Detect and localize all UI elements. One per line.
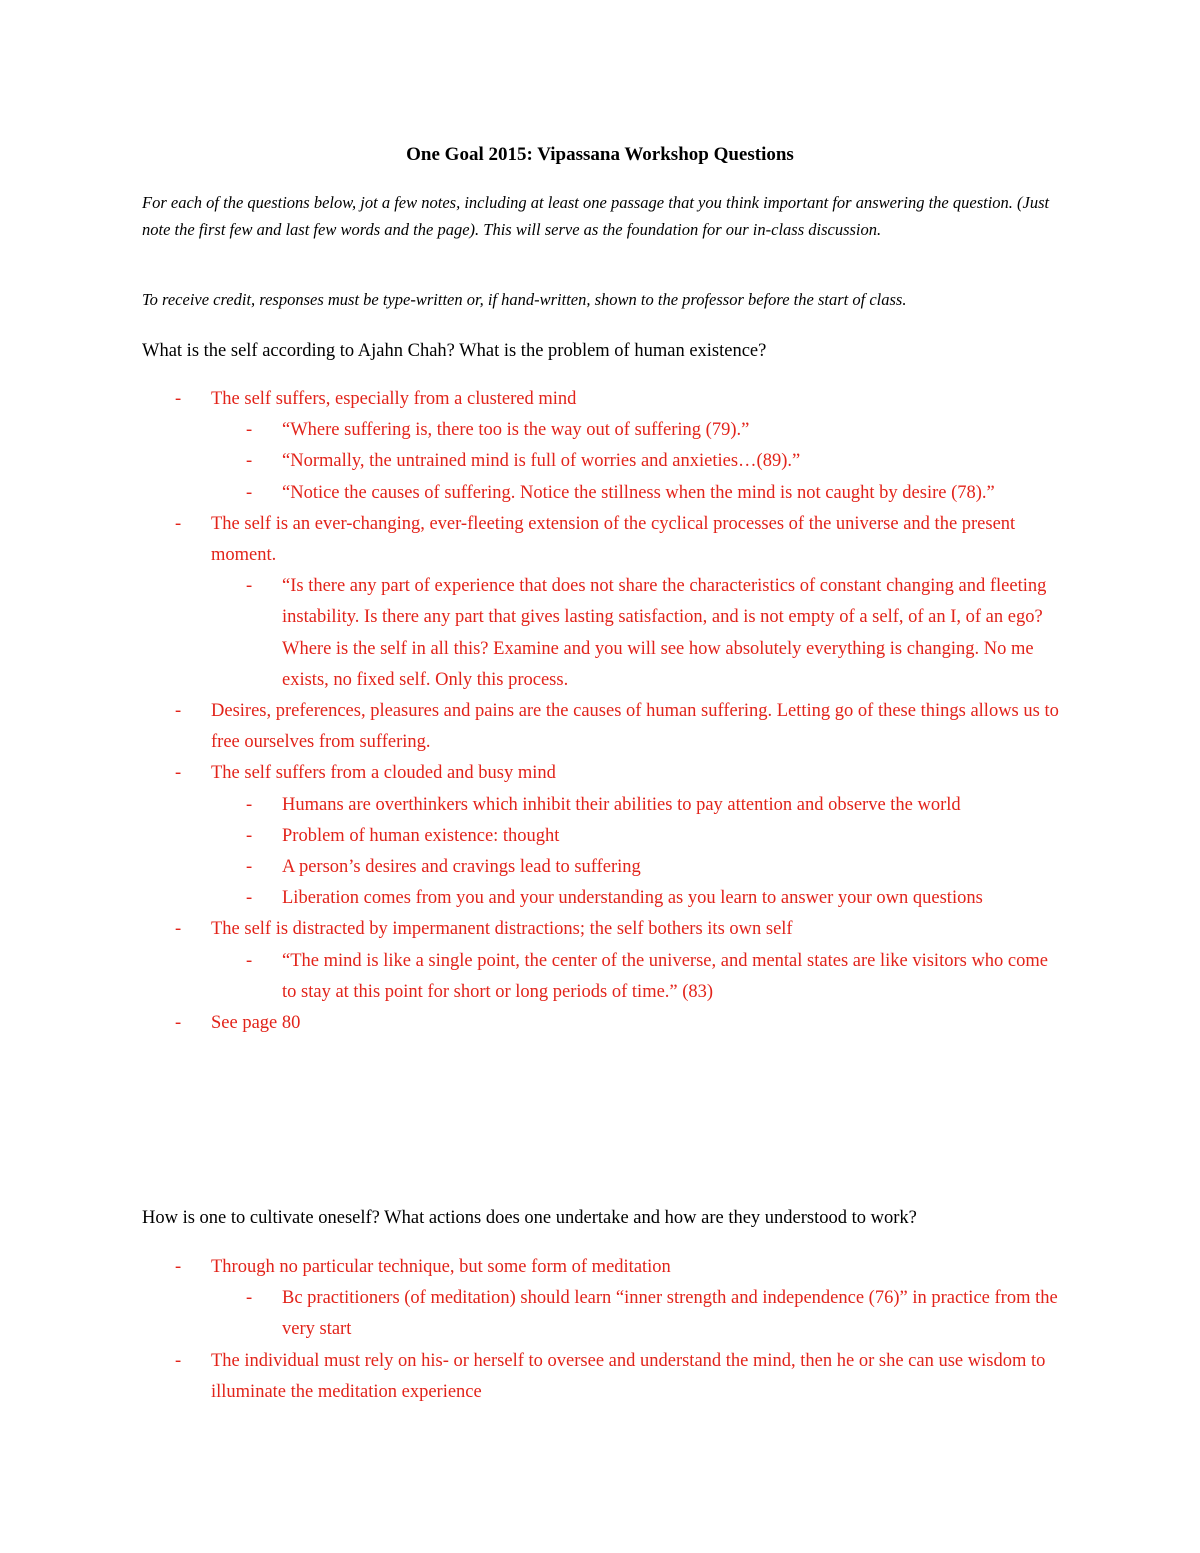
sub-bullet-item [0, 478, 1062, 509]
answer-list-1 [0, 384, 1200, 1039]
bullet-item [0, 1252, 1061, 1283]
bullet-text: Humans are overthinkers which inhibit their abilities to pay attention and observe the world [282, 794, 961, 815]
bullet-text: The self suffers from a clouded and busy mind [211, 763, 556, 784]
bullet-dash: - [246, 451, 253, 472]
bullet-dash: - [246, 857, 253, 878]
bullet-dash: - [175, 1013, 182, 1034]
bullet-text: Desires, preferences, pleasures and pains are the causes of human suffering. Letting go of these things allows us to free ourselves from suffering. [211, 701, 1059, 753]
instructions-paragraph: For each of the questions below, jot a few notes, including at least one passage that you think important for answering the question. (Just note the first few and last few words and the page). This will serve as the foundation for our in-class discussion. [142, 193, 1050, 239]
bullet-dash: - [175, 1350, 182, 1371]
bullet-text: A person’s desires and cravings lead to suffering [282, 857, 641, 878]
bullet-dash: - [175, 513, 182, 534]
bullet-item [0, 696, 1061, 758]
bullet-text: The self is an ever-changing, ever-fleeting extension of the cyclical processes of the universe and the present moment. [211, 513, 1016, 566]
bullet-dash: - [246, 420, 253, 441]
bullet-item [0, 1346, 1061, 1408]
bullet-dash: - [246, 576, 253, 597]
sub-bullet-item [0, 571, 1062, 696]
bullet-text: “The mind is like a single point, the center of the universe, and mental states are like visitors who come to stay at this point for short or long periods of time.” (83) [282, 950, 1048, 1002]
bullet-item [0, 914, 1061, 945]
bullet-text: The individual must rely on his- or herself to oversee and understand the mind, then he or she can use wisdom to illuminate the meditation experience [211, 1350, 1046, 1402]
bullet-dash: - [175, 389, 182, 409]
bullet-item [0, 384, 1061, 415]
question-1: What is the self according to Ajahn Chah? What is the problem of human existence? [142, 341, 767, 361]
bullet-text: The self is distracted by impermanent distractions; the self bothers its own self [211, 919, 793, 940]
bullet-dash: - [246, 794, 253, 815]
bullet-dash: - [175, 701, 182, 722]
bullet-text: “Is there any part of experience that does not share the characteristics of constant changing and fleeting instability. Is there any part that gives lasting satisfaction, and is not empty of a self, of an I, of an ego? Where is the self in all this? Examine and you will see how absolutely everything is changing. No me exists, no fixed self. Only this process. [282, 576, 1047, 690]
sub-bullet-item [0, 946, 1062, 1008]
credit-note: To receive credit, responses must be type-written or, if hand-written, shown to the professor before the start of class. [142, 290, 907, 309]
bullet-text: “Where suffering is, there too is the way out of suffering (79).” [282, 420, 750, 441]
sub-bullet-item [0, 446, 1062, 477]
bullet-dash: - [246, 825, 253, 846]
bullet-text: “Normally, the untrained mind is full of worries and anxieties…(89).” [282, 451, 801, 472]
sub-bullet-item [0, 883, 1062, 914]
bullet-dash: - [175, 1257, 182, 1277]
sub-bullet-item [0, 790, 1062, 821]
bullet-text: The self suffers, especially from a clustered mind [211, 389, 577, 409]
bullet-dash: - [175, 763, 182, 784]
bullet-text: Through no particular technique, but some form of meditation [211, 1257, 671, 1277]
bullet-dash: - [246, 482, 253, 503]
bullet-dash: - [246, 950, 253, 971]
bullet-dash: - [246, 1288, 253, 1309]
bullet-text: See page 80 [211, 1013, 301, 1034]
bullet-text: Liberation comes from you and your understanding as you learn to answer your own questions [282, 888, 983, 909]
bullet-item [0, 758, 1061, 789]
document-title: One Goal 2015: Vipassana Workshop Questions [406, 144, 794, 165]
bullet-dash: - [246, 888, 253, 909]
sub-bullet-item [0, 415, 1062, 446]
sub-bullet-item [0, 821, 1062, 852]
question-2: How is one to cultivate oneself? What actions does one undertake and how are they understood to work? [142, 1208, 917, 1228]
sub-bullet-item [0, 1283, 1062, 1345]
bullet-dash: - [175, 919, 182, 940]
bullet-text: “Notice the causes of suffering. Notice the stillness when the mind is not caught by desire (78).” [282, 482, 995, 503]
bullet-text: Bc practitioners (of meditation) should learn “inner strength and independence (76)” in practice from the very start [282, 1288, 1058, 1340]
answer-list-2 [0, 1252, 1200, 1408]
bullet-item [0, 509, 1061, 571]
sub-bullet-item [0, 852, 1062, 883]
bullet-text: Problem of human existence: thought [282, 825, 560, 846]
bullet-item [0, 1008, 1061, 1039]
